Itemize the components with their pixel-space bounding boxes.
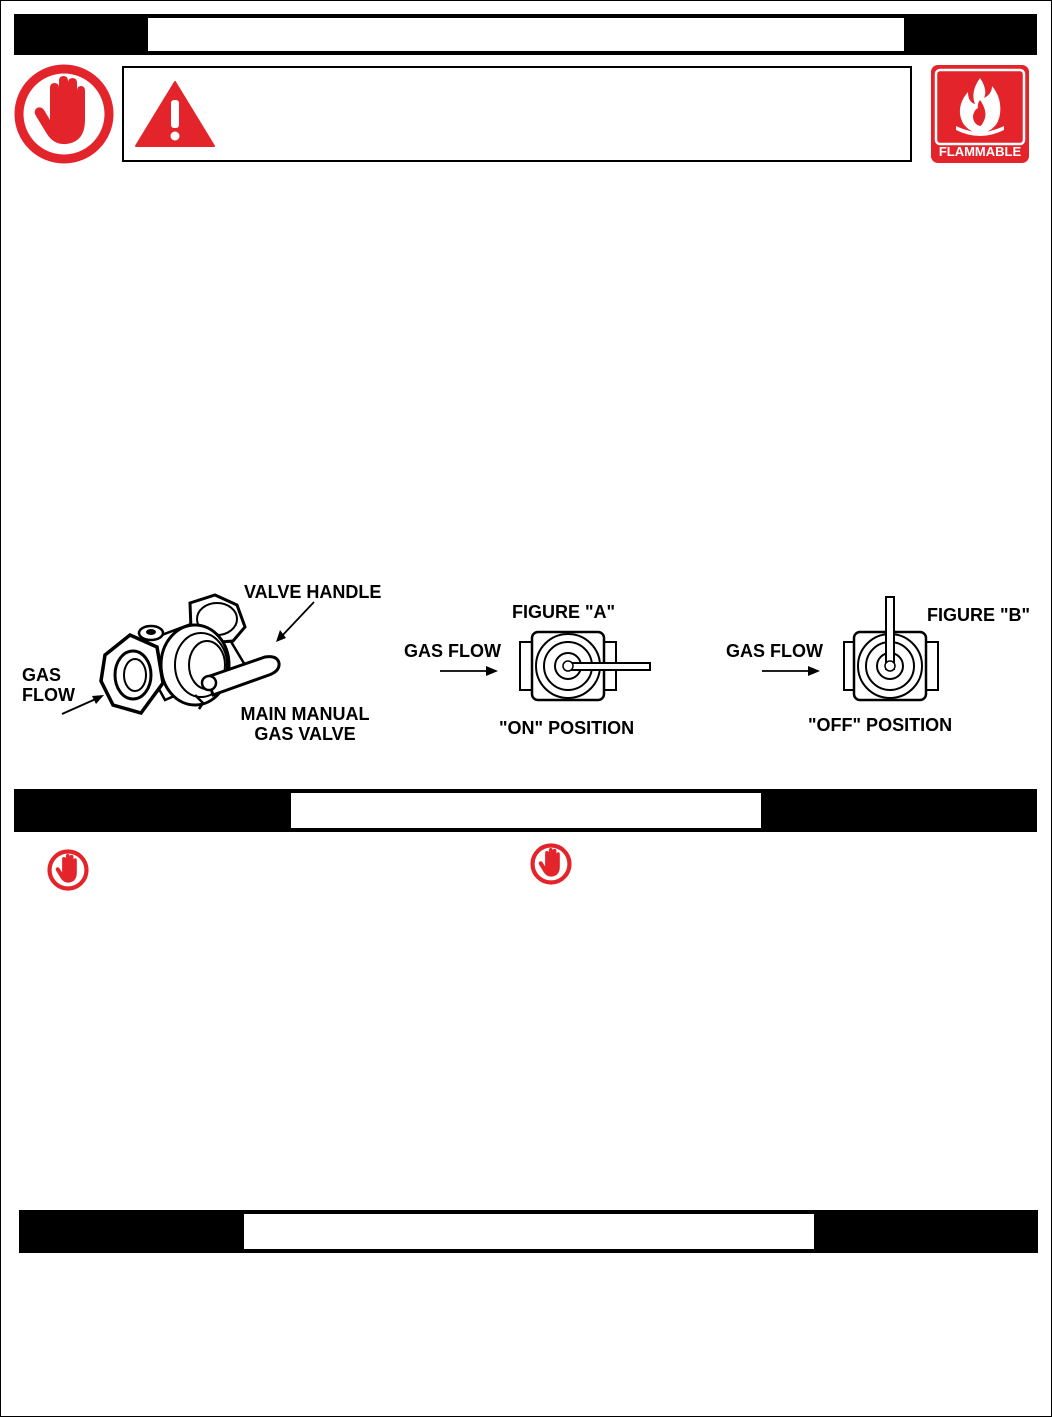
stop-hand-icon-small-right [530,843,572,885]
gas-flow-left-line1: GAS [22,665,62,685]
flammable-label: FLAMMABLE [938,144,1022,159]
figure-a-valve-top-view [518,628,653,703]
valve-handle-label: VALVE HANDLE [244,582,382,602]
warning-triangle-icon [134,80,216,148]
figure-a-gas-flow: GAS FLOW [404,641,501,661]
stop-hand-icon [14,64,114,164]
top-header-title-slot [147,17,905,52]
bottom-section-title-slot [243,1213,815,1250]
middle-section-bar [14,789,1037,832]
figure-a-flow-arrow [440,664,500,678]
figure-b-valve-top-view [840,596,940,706]
figure-a-title: FIGURE "A" [512,602,616,622]
gas-flow-left-line2: FLOW [22,685,75,705]
top-header-bar [14,14,1037,55]
figure-b-position: "OFF" POSITION [808,715,953,735]
middle-section-title-slot [290,792,762,829]
main-valve-line1: MAIN MANUAL [240,704,370,724]
warning-box [122,66,912,162]
figure-b-title: FIGURE "B" [927,605,1031,625]
bottom-section-bar [19,1210,1038,1253]
figure-a-position: "ON" POSITION [499,718,635,738]
valve-handle-leader [270,600,320,650]
figure-b-gas-flow: GAS FLOW [726,641,823,661]
main-valve-line2: GAS VALVE [254,724,356,744]
stop-hand-icon-small-left [47,849,89,891]
figure-b-flow-arrow [762,664,822,678]
